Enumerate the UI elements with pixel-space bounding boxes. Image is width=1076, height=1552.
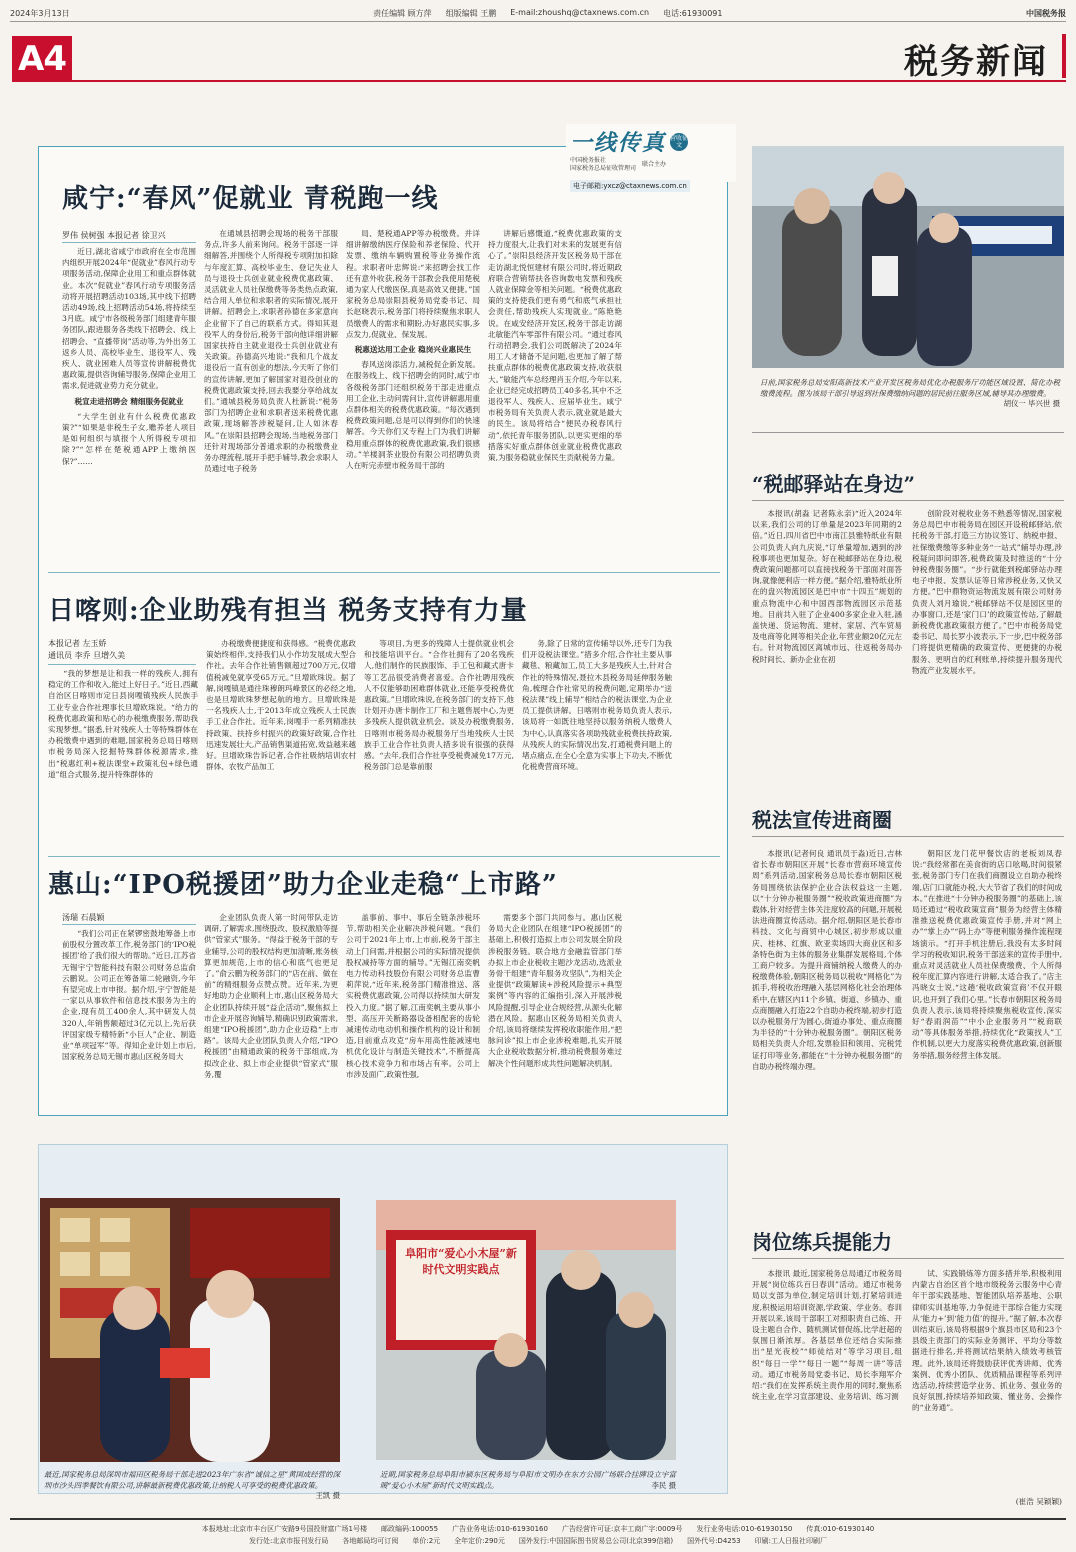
gangwei-col2: 试、实践锻炼等方面多措并举,积极利用内蒙古自治区首个地市级税务云服务中心青年干部实践基地、智能团队培养基地、公职律师实训基地等,力争促进干部综合能力实现从‘能力+’到‘能力值’的提升。”据了解,本次春训结束后,该局将根据9个旗县市区局和23个县级主责部门的实际业务测评、平均分等数据进行排名,并将测试结果纳入绩效考核管理。此外,该局还将鼓励获评优秀讲师、优秀案例、优秀小团队、优质精品课程等系列评选活动,持续营造学业务、抓业务、强业务的良好氛围,持续培养知政策、懂业务、会操作的“业务通”。: [912, 1269, 1062, 1413]
gangwei-title: 岗位练兵提能力: [752, 1230, 892, 1254]
youzhan-title-rule: [752, 500, 1064, 501]
column-logo-org1: 中国税务报社: [570, 157, 607, 164]
editor-email[interactable]: E-mail:zhoushq@ctaxnews.com.cn: [510, 8, 650, 17]
footer-fax: 传真:010-61930140: [806, 1525, 875, 1533]
footer-subscribe: 各地邮局均可订阅: [342, 1537, 399, 1545]
article1-byline-rule: [62, 242, 196, 243]
photo-tax-hall: [752, 146, 1064, 368]
photo-fuyang-caption: 近期,国家税务总局阜阳市颍东区税务局与阜阳市文明办在东方公园广场联合挂牌设立宇富暖“爱心小木屋”新时代文明实践点。 李民 摄: [380, 1470, 676, 1490]
footer-overseas: 国外发行:中国国际图书贸易总公司(北京399信箱): [518, 1537, 674, 1545]
photo-shenzhen-caption: 最近,国家税务总局深圳市福田区税务局干部走进2023年广东省“诚信之星”黄国成经营的深圳市沙头四季餐饮有限公司,讲解最新税费优惠政策,让纳税人可享受的税费优惠政策。 王凯 摄: [44, 1470, 340, 1500]
article3-col2: 企业团队负责人第一时间带队走访调研,了解需求,围绕股改、股权激励等提供“管家式”服务。“得益于税务干部的专业辅导,公司的股权结构更加清晰,账务核算更加规范,上市的信心和底气也更足了。”俞云鹏为税务部门的“店在前、做在前”的精细服务点赞点赞。近年来,为更好地助力企业顺利上市,惠山区税务局大企业团队持续开展“益企活动”,聚焦拟上市企业开展咨询辅导,精确识别政策需求,组建“IPO税援团”,助力企业迈稳“上市路”。该局大企业团队负责人介绍,“IPO税援团”由精通政策的税务干部组成,为拟改企业、拟上市企业提供“管家式”服务,覆: [204, 913, 338, 1079]
section-title-bar: [1062, 34, 1066, 78]
shuifa-title-rule: [752, 836, 1064, 837]
article2-end-rule: [48, 856, 720, 857]
article2-col1: “我的梦想是让和我一样的残疾人,拥有稳定的工作和收入,能过上好日子。”近日,西藏自治区日喀则市定日县岗嘎镇残疾人民族手工业专业合作社理事长旦增欧珠说。“给力的税费优惠政策和贴心的办税缴费服务,帮助我实现梦想。”据悉,针对残疾人士等特殊群体在办税缴费中遇到的难题,国家税务总局日喀则市税务局深入挖掘特殊群体税源需求,推出“税惠红利+税法课堂+政策礼包+绿色通道”组合式服务,提升特殊群体的: [48, 669, 198, 779]
footer: [10, 1518, 1066, 1548]
article1-col4: 讲解后感慨道,“税费优惠政策的支持力度很大,让我们对未来的发展更有信心了。”崇阳县经济开发区税务局干部在走访湖北悦恒建材有限公司时,将近期政府联合营销帮扶各咨询数电发票和残疾人就业保障金等相关问题。“税费优惠政策的支持使我们更有勇气和底气承担社会责任,帮助残疾人实现就业。”陈艳艳说。在咸安经济开发区,税务干部走访湖北敏能汽车零部件有限公司。“通过春风行动招聘会,我们公司既解决了2024年用工人才储备不足问题,也更加了解了帮扶重点群体的税费优惠政策支持,收获很大。”敏能汽车总经理肖玉介绍,今年以来,企业已经完成招聘员工40多名,其中不乏退役军人、残疾人、应届毕业生。咸宁市税务局有关负责人表示,就业就是最大的民生。该局将结合“便民办税春风行动”,依托青年服务团队,以更实更细的举措落实好重点群体创业就业税费优惠政策,为服务稳就业保民生贡献税务力量。: [488, 229, 622, 463]
article3-byline-rule: [62, 924, 196, 925]
page-number: A4: [12, 36, 72, 82]
article1-col2: 在通城县招聘会现场的税务干部服务点,许多人前来询问。税务干部逐一详细解答,并围绕个人所得税专项附加扣除与年度汇算、高校毕业生、登记失业人员与退役士兵创业就业税费优惠政策、灵活就业人员社保缴费等务类热点政策,结合用人单位和求职者的实际情况,展开讲解。招聘会上,求职者孙德在多家意向企业留下了自己的联系方式。得知其退役军人的身份后,税务干部向他详细讲解国家扶持自主就业退役士兵创业就业有关政策。孙德高兴地说:“我和几个战友退役后一直有创业的想法,今天听了你们的宣传讲解,更加了解国家对退役创业的税费优惠政策支持,回去我要分享给战友们。”通城县税务局负责人杜新说:“税务部门为招聘企业和求职者送来税费优惠政策,现场解答涉税疑问,让人如沐春风。”在崇阳县招聘会现场,当地税务部门还针对现场部分普通求职的办税缴费业务办理流程,展开手把手辅导,教会求职人员通过电子税务: [204, 229, 338, 474]
column-logo-email[interactable]: 电子邮箱:yxcz@ctaxnews.com.cn: [570, 180, 690, 192]
column-logo-org2: 国家税务总局征收管理司: [570, 165, 637, 172]
column-logo-tag: 营收征文: [670, 134, 689, 149]
footer-ad-phone: 广告业务电话:010-61930160: [452, 1525, 548, 1533]
shenzhen-restaurant-illustration: [40, 1198, 340, 1462]
footer-dist-phone: 发行业务电话:010-61930150: [696, 1525, 793, 1533]
article3-col4: 需要多个部门共同参与。惠山区税务局大企业团队在组建“IPO税援团”的基础上,积极打造拟上市公司发展全阶段涉税服务链。联合地方金融监管部门举办拟上市企业税收主题沙龙活动,选派业务骨干组建“青年服务攻坚队”,为相关企业提供“政策解读+涉税风险提示+典型案例”等内容的汇编指引,深入开展涉税风险提醒,引导企业合规经营,从源头化解潜在风险。据惠山区税务局相关负责人介绍,该局将继续发挥税收职能作用,“把脉问诊”拟上市企业涉税难题,扎实开展大企业税收数据分析,推动税费服务难过解决个性问题形成共性问题解决机制。: [488, 913, 622, 1068]
article2-byline2: 通讯员 李乔 旦增久美: [48, 651, 126, 660]
article3-col3: 盖事前、事中、事后全链条涉税环节,帮助相关企业解决涉税问题。“我们公司于2021年上市,上市前,税务干部主动上门问需,并根据公司的实际情况提供股权减持等方面的辅导。”无锡江南奕帆电力传动科技股份有限公司财务总监曹莉萍说,“近年来,税务部门精准推送、落实税费优惠政策,公司得以持续加大研发投入力度。”据了解,江南奕帆主要从事小型、高压开关断路器设备相配套的齿轮减速传动电动机和操作机构的设计和制造,目前重点攻克“房车用高性能减速电机优化设计与制造关键技术”,不断提高核心技术竞争力和市场占有率。公司上市涉及面广,政策性强,: [346, 913, 480, 1079]
photo-shenzhen: [40, 1198, 340, 1462]
footer-ad-license: 广告经营许可证:京丰工商广字:0009号: [561, 1525, 683, 1533]
footer-distributor: 发行处:北京市报刊发行局: [248, 1537, 329, 1545]
footer-printer: 印刷:工人日报社印刷厂: [754, 1537, 828, 1545]
photo-fuyang-credit: 李民 摄: [651, 1480, 676, 1490]
article2-byline1: 本报记者 左玉娇: [48, 639, 107, 648]
article2-col3: 等项目,为更多的残障人士提供就业机会和技能培训平台。“合作社拥有了20名残疾人,他们制作的民族服饰、手工包和藏式唐卡等工艺品很受消费者喜爱。合作社聘用残疾人不仅能够助困难群体就业,还能享受税费优惠政策。”旦增欧珠说,在税务部门的支持下,他计划开办唐卡制作工厂和主题售展中心,为更多残疾人提供就业机会。谈及办税缴费服务,日喀则市税务局办税服务厅当地残疾人士民族手工业合作社负责人措多说有很强的获得感。“去年,我们合作社享受税费减免17万元,税务部门总是靠前服: [364, 639, 514, 772]
article1-subhead1: 税宣走进招聘会 精细服务促就业: [74, 396, 184, 406]
article1-subhead2: 税惠送达用工企业 稳岗兴业惠民生: [354, 345, 472, 355]
footer-overseas-code: 国外代号:D4253: [687, 1537, 741, 1545]
shuifa-col2: 朝阳区龙门花甲餐饮店的老板刘凤春说:“我经常都在美食街的店口吆喝,时间很紧张,税务部门专门在我们商圈设立自助办税终端,店门口就能办税,大大节省了我们的时间成本。”在推进“十分钟办税服务圈”的基础上,该局还通过“税收政策宣商”服务为经营主体精准推送税费优惠政策宣传手册,并对“网上办”“掌上办”“码上办”等便利服务操作流程现场演示。“打开手机注册后,我没有太多时间学习的税收知识,税务干部送来的宣传手册中,重点对灵活就业人员社保费缴费、个人所得税年度汇算内容进行讲解,太适合我了。”店主冯晓女士说,“这趟‘税收政策宣商’不仅开眼识,也开到了我们心里。”长春市朝阳区税务局负责人表示,该局将持续聚焦税收宣传,深实好“春雨润苗”“中小企业服务月”“税商联动”等具体服务举措,持续优化“政策找人”工作机制,以更大力度落实税费优惠政策,创新服务举措,服务经营主体发展。: [912, 849, 1062, 1060]
article2-title: 日喀则:企业助残有担当 税务支持有力量: [48, 596, 528, 626]
footer-annual-price: 全年定价:290元: [454, 1537, 505, 1545]
footer-price: 单价:2元: [412, 1537, 441, 1545]
shuifa-col1: 本报讯(记者何良 通讯员于淼)近日,吉林省长春市朝阳区开展“长春市营商环境宣传周”系列活动,国家税务总局长春市朝阳区税务局围绕依法保护企业合法权益这一主题,以“十分钟办税服务圈”“税收政策进商圈”为载体,针对经营主体关注度较高的问题,开展税法进商圈宣传活动。据介绍,朝阳区是长春市科技、文化与商贸中心城区,初步形成以重庆、桂林、红旗、欧亚卖场四大商业区和多条特色街为主体的服务业集群发展格局,个体工商户较多。为提升商铺纳税人缴费人的办税缴费体验,朝阳区税务局以税收“网格化”为抓手,将税收治理融入基层网格化社会治理体系中,在辖区内11个乡镇、街道、乡镇办、重点商圈融入打造22个自助办税终端,初步打造以办税服务厅为圆心,街道办事处、重点商圈为半径的“十分钟办税服务圈”。朝阳区税务局相关负责人介绍,发票验旧和领用、完税凭证打印等业务,都能在“十分钟办税服务圈”的自助办税终端办理。: [752, 849, 902, 1071]
article2-byline-rule: [48, 664, 196, 665]
tax-hall-illustration: [752, 146, 1064, 368]
duty-editor: 责任编辑 顾方萍: [373, 9, 432, 18]
right-rule-1: [752, 432, 1064, 433]
youzhan-col1: 本报讯(胡淼 记者陈永亲)“近入2024年以来,我们公司的订单量是2023年同期的2倍。”近日,四川省巴中市南江县雅特纸业有限公司负责人向九庆说,“订单量增加,遇到的涉税事项也更加复杂。好在税邮驿站在身边,税费政策问题都可以直接找税务干部面对面答询,就像便利店一样方便。”据介绍,雅特纸业所在的盘兴物流园区是巴中市“十四五”规划的重点物流中心和中国西部物流园区示范基地。目前共入驻了企业400多家企业入驻,涵盖快递、货运物流、建材、家居、汽车贸易及电商等化网等相关企业,年营业额20亿元左右。针对物流园区离城市远、往返税务局办税时间长、新办企业在初: [752, 509, 902, 664]
editor-phone: 电话:61930091: [663, 9, 723, 18]
paper-name: 中国税务报: [1026, 9, 1066, 18]
column-logo-title: 一线传真: [570, 130, 667, 156]
fuyang-plaque-text: 阜阳市“爱心小木屋”新时代文明实践点: [405, 1247, 517, 1276]
footer-address: 本报地址:北京市丰台区广安路9号国投财富广场1号楼: [201, 1525, 367, 1533]
layout-editor: 组版编辑 王鹏: [445, 9, 497, 18]
article1-end-rule: [48, 572, 720, 573]
article1-byline: 罗伟 侯树强 本报记者 徐卫兴: [62, 231, 166, 240]
photo-fuyang: [376, 1200, 676, 1460]
youzhan-title: “税邮驿站在身边”: [752, 472, 916, 496]
youzhan-col2: 创阶段对税收业务不熟悉等情况,国家税务总局巴中市税务局在园区开设税邮驿站,依托税务干部,打造三方协议签订、纳税申报、社保缴费缴等多种业务“一站式”辅导办理,涉税疑问即问即答,税费政策及时推送的“十分钟税费服务圈”。“步行就能到税邮驿站办理电子申报、发票认证等日常涉税业务,又快又方便。”巴中鼎物资运物流发展有限公司财务负责人刘月瑜说,“税邮驿站不仅是园区里的办事窗口,还是‘家门口’的政策宣传站,了解最新税费优惠政策很方便了。”巴中市税务局党委书记、局长罗小波表示,下一步,巴中税务部门将提供更精确的政策宣传、更便捷的办税服务、更明自的红利账单,持续提升服务现代物流产业发展水平。: [912, 509, 1062, 675]
article3-title: 惠山:“IPO税援团”助力企业走稳“上市路”: [48, 870, 558, 900]
shuifa-title: 税法宣传进商圈: [752, 808, 892, 832]
fuyang-plaque-illustration: [376, 1200, 676, 1460]
column-logo-host: 联合主办: [642, 161, 667, 168]
photo-tax-hall-caption: 日前,国家税务总局安阳高新技术产业开发区税务局优化办税服务厅功能区域设置、简化办税缴费流程。图为该局干部引导返到社保费缴纳问题的居民前往服务区域,辅导其办理缴费。 胡仪一 毕兴世 摄: [760, 378, 1060, 408]
footer-postcode: 邮政编码:100055: [381, 1525, 439, 1533]
photo-tax-hall-credit: 胡仪一 毕兴世 摄: [1003, 399, 1060, 408]
header-strip: [10, 6, 1066, 22]
article1-col1: 近日,湖北省咸宁市政府在全市范围内组织开展2024年“促就业”春风行动专项服务活动,保障企业用工和重点群体就业。本次“促就业”春风行动专项服务活动将开展招聘活动103场,其中线下招聘活动49场,线上招聘活动54场,将持续至3月底。咸宁市各级税务部门组建青年服务团队,跟进服务各类线下招聘会、线上招聘会、“直播带岗”活动等,为外出务工返乡人员、高校毕业生、退役军人、残疾人、就业困难人员等宣传讲解税费优惠政策,提供咨询辅导服务,保障企业用工需求,促进就业势力充分就业。 税宣走进招聘会 精细服务促就业 “大学生创业有什么税费优惠政策?”“如果是非税生子女,赡养老人项目是如何组织与填报个人所得税专项扣除?”“怎样在楚税通APP上缴纳医保?”……: [62, 247, 196, 466]
gangwei-title-rule: [752, 1258, 1064, 1259]
article2-col2: 办税缴费便捷度和获得感。“税费优惠政策始终相伴,支持我们从小作坊发展成大型合作社。去年合作社销售额超过700万元,仅增值税减免就享受65万元。”旦增欧珠说。据了解,岗嘎镇是通往珠穆朗玛峰景区的必经之地,也是旦增欧珠梦想起航的地方。旦增欧珠是一名残疾人士,于2013年成立残疾人士民族手工业合作社。近年来,岗嘎手一系列精准扶持政策、扶持乡村振兴的政策好政策,合作社迅速发展壮大,产品销售渠道拓宽,效益越来越好。旦增欧珠告诉记者,合作社吸纳培训农村群体、农牧产品加工: [206, 639, 356, 772]
gangwei-credit: (崔浩 吴颖颖): [1015, 1497, 1062, 1506]
gangwei-col1: 本报讯 最近,国家税务总局通辽市税务局开展“岗位练兵百日春训”活动。通辽市税务局以支部为单位,制定培训计划,打紧培训进度,积极运用培训资源,学政策、学业务。春训开展以来,该局干部职工对照职责自己练、开设主题自合作、随机测试督促练,比学赶超的氛围日渐浓厚。各基层单位还结合实际推出“星光夜校”“师徒结对”等学习项目,组织“每日一学”“每日一题”“每周一讲”等活动。通辽市税务局党委书记、局长李翔军介绍:“我们在发挥系统主责作用的同时,聚焦系统主业,在学习宣部建设、业务培训、练习测: [752, 1269, 902, 1402]
section-title: 税务新闻: [904, 42, 1048, 82]
article3-byline: 汤瑞 石晨颖: [62, 913, 105, 922]
article1-col3: 局、楚税通APP等办税缴费。并详细讲解缴纳医疗保险和养老保险、代开发票、缴纳车辆购置税等业务操作流程。求职者叶忠辉说:“来招聘会找工作还有意外收获,税务干部教会我使用楚税通为家人代缴医保,真是高效又便捷。”国家税务总局崇阳县税务局党委书记、局长赵晓表示,税务部门将持续聚焦求职人员缴费人的需求和期盼,办好惠民实事,多点发力,促就业、保发展。 税惠送达用工企业 稳岗兴业惠民生 春风送岗添活力,减税促企新发展。在服务线上、线下招聘会的同时,咸宁市各级税务部门还组织税务干部走进重点用工企业,主动问需问计,宣传讲解惠用重点群体相关的税费优惠政策。“每次遇到税费政策问题,总是可以得到你们的快速解答。今天你们又专程上门为我们讲解稳用重点群体的税费优惠政策,我们很感动。”羊楼洞茶业股份有限公司招聘负责人在听完赤壁市税务局干部的: [346, 229, 480, 471]
column-logo: [566, 124, 736, 190]
article3-col1: “我们公司正在紧锣密鼓地筹备上市前股权分置改革工作,税务部门的‘IPO税援团’给了我们很大的帮助。”近日,江苏省无锡宇宁智能科技有限公司财务总监俞云鹏说。公司正在筹备第二轮融资,今年有望完成上市申报。据介绍,宇宁智能是一家以从事软件和信息技术服务为主的企业,现有员工400余人,其中研发人员320人,年销售额超过3亿元以上,先后获评国家级专精特新“小巨人”企业、制造业“单项冠军”等。得知企业计划上市后,国家税务总局无锡市惠山区税务局大: [62, 929, 196, 1062]
article1-title: 咸宁:“春风”促就业 青税跑一线: [62, 184, 439, 214]
issue-date: 2024年3月13日: [10, 9, 70, 18]
photo-shenzhen-credit: 王凯 摄: [315, 1491, 340, 1500]
article2-col4: 务,除了日常的宣传辅导以外,还专门为我们开设税法课堂。”措多介绍,合作社主要从事藏毯、粮藏加工,员工大多是残疾人士,针对合作社的特殊情况,聂拉木县税务局延伸服务触角,梳理合作社常见的税费问题,定期举办“送税法课”线上辅导”相结合的税法课堂,为企业员工提供讲解。日喀则市税务局负责人表示,该局将一如既往地坚持以服务纳税人缴费人为中心,认真落实各项助残就业税费扶持政策,从残疾人的实际情况出发,打通税费问题上的堵点痛点,在全心全意为实事上下功夫,不断优化税费营商环境。: [522, 639, 672, 772]
